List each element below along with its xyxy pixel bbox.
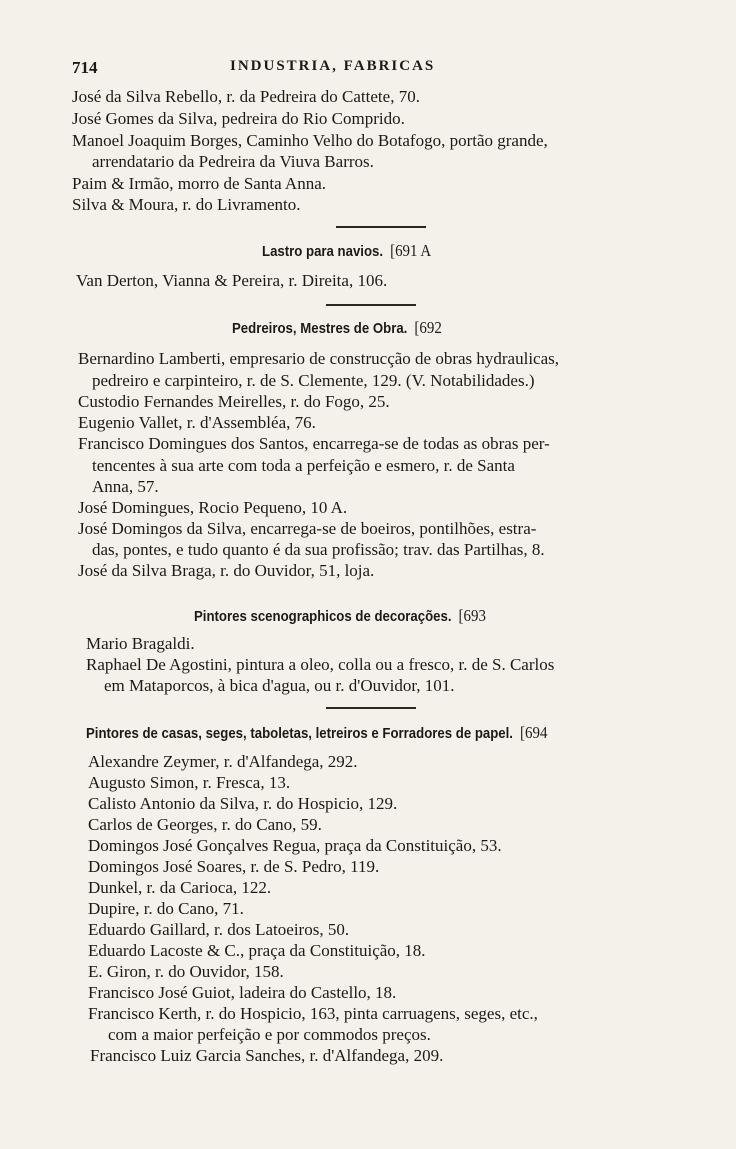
entry-line: Paim & Irmão, morro de Santa Anna. — [72, 174, 327, 193]
entry-line: Raphael De Agostini, pintura a oleo, colla ou a fresco, r. de S. Carlos — [86, 655, 555, 674]
entry-line: Dunkel, r. da Carioca, 122. — [88, 878, 272, 897]
section-heading — [86, 722, 547, 744]
entry-line-continuation: arrendatario da Pedreira da Viuva Barros. — [92, 152, 374, 171]
entry-line: Alexandre Zeymer, r. d'Alfandega, 292. — [88, 752, 358, 771]
section-number: [693 — [458, 606, 486, 625]
entry-line: Carlos de Georges, r. do Cano, 59. — [88, 815, 322, 834]
section-title: Pedreiros, Mestres de Obra. — [232, 320, 408, 337]
entry-line: Francisco Kerth, r. do Hospicio, 163, pinta carruagens, seges, etc., — [88, 1004, 538, 1023]
entry-line: Custodio Fernandes Meirelles, r. do Fogo, 25. — [78, 392, 390, 411]
entry-line: Francisco José Guiot, ladeira do Castello, 18. — [88, 983, 397, 1002]
entry-line: Francisco Luiz Garcia Sanches, r. d'Alfandega, 209. — [90, 1046, 444, 1065]
entry-line: Silva & Moura, r. do Livramento. — [72, 195, 301, 214]
entry-line: Augusto Simon, r. Fresca, 13. — [88, 773, 291, 792]
entry-line-continuation: pedreiro e carpinteiro, r. de S. Clemente, 129. (V. Notabilidades.) — [92, 371, 535, 390]
entry-line: Domingos José Soares, r. de S. Pedro, 119. — [88, 857, 380, 876]
entry-line: José da Silva Rebello, r. da Pedreira do Cattete, 70. — [72, 87, 420, 106]
entry-line: Manoel Joaquim Borges, Caminho Velho do Botafogo, portão grande, — [72, 131, 548, 150]
page-header — [72, 58, 502, 80]
entry-line-continuation: com a maior perfeição e por commodos preços. — [108, 1025, 431, 1044]
section-number: [691 A — [390, 241, 432, 260]
section-divider — [326, 707, 416, 709]
section-heading — [194, 605, 486, 627]
entry-line: Domingos José Gonçalves Regua, praça da Constituição, 53. — [88, 836, 502, 855]
section-number: [692 — [414, 318, 442, 337]
entry-line-continuation: das, pontes, e tudo quanto é da sua profissão; trav. das Partilhas, 8. — [92, 540, 545, 559]
section-number: [694 — [520, 723, 548, 742]
entry-line: Eugenio Vallet, r. d'Assembléa, 76. — [78, 413, 316, 432]
entry-line: Francisco Domingues dos Santos, encarrega-se de todas as obras per- — [78, 434, 550, 453]
entry-line: José Domingos da Silva, encarrega-se de boeiros, pontilhões, estra- — [78, 519, 537, 538]
entry-line: Van Derton, Vianna & Pereira, r. Direita, 106. — [76, 271, 388, 290]
entry-line: José Domingues, Rocio Pequeno, 10 A. — [78, 498, 348, 517]
entry-line-continuation: em Mataporcos, à bica d'agua, ou r. d'Ouvidor, 101. — [104, 676, 455, 695]
entry-line: Dupire, r. do Cano, 71. — [88, 899, 244, 918]
section-divider — [326, 304, 416, 306]
page-number: 714 — [72, 58, 98, 77]
section-heading — [232, 317, 442, 339]
section-title: Pintores scenographicos de decorações. — [194, 608, 452, 625]
running-title: INDUSTRIA, FABRICAS — [230, 58, 436, 74]
section-divider — [336, 226, 426, 228]
section-heading — [262, 240, 431, 262]
entry-line: José Gomes da Silva, pedreira do Rio Comprido. — [72, 109, 405, 128]
entry-line: Mario Bragaldi. — [86, 634, 195, 653]
entry-line-continuation: tencentes à sua arte com toda a perfeição e esmero, r. de Santa — [92, 456, 515, 475]
entry-line-continuation: Anna, 57. — [92, 477, 159, 496]
entry-line: E. Giron, r. do Ouvidor, 158. — [88, 962, 284, 981]
section-title: Lastro para navios. — [262, 243, 384, 260]
entry-line: Calisto Antonio da Silva, r. do Hospicio, 129. — [88, 794, 398, 813]
entry-line: Eduardo Gaillard, r. dos Latoeiros, 50. — [88, 920, 350, 939]
entry-line: Bernardino Lamberti, empresario de construcção de obras hydraulicas, — [78, 349, 560, 368]
entry-line: José da Silva Braga, r. do Ouvidor, 51, loja. — [78, 561, 375, 580]
entry-line: Eduardo Lacoste & C., praça da Constituição, 18. — [88, 941, 426, 960]
section-title: Pintores de casas, seges, taboletas, letreiros e Forradores de papel. — [86, 725, 513, 742]
